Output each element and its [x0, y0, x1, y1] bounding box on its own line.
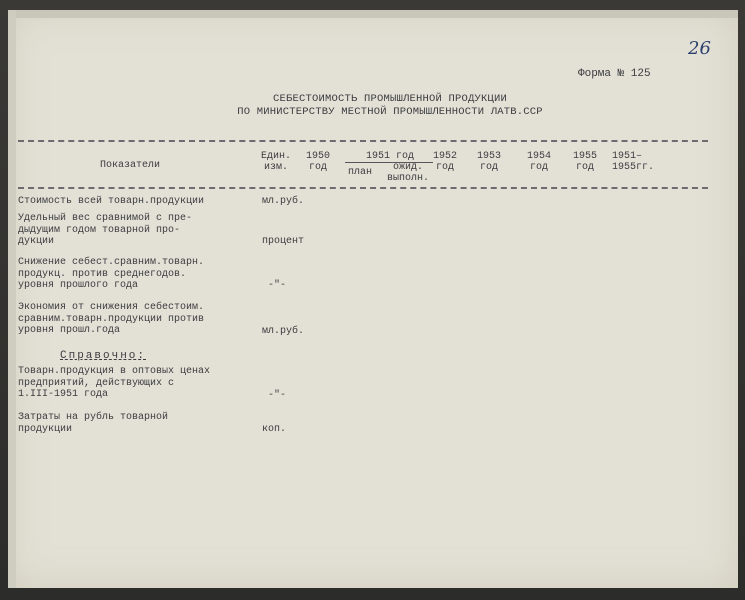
title-line-1: СЕБЕСТОИМОСТЬ ПРОМЫШЛЕННОЙ ПРОДУКЦИИ: [272, 93, 508, 105]
document-title: [200, 93, 580, 119]
form-number: Форма № 125: [578, 68, 651, 80]
header-1951: 1951 год: [365, 151, 414, 162]
header-total: 1951– 1955гг.: [612, 151, 655, 173]
header-bottom-rule: [18, 187, 708, 189]
page-number: 26: [688, 38, 711, 59]
row-unit-comparable-share: процент: [262, 236, 305, 247]
header-1950: 1950 год: [305, 151, 330, 173]
title-line-2: ПО МИНИСТЕРСТВУ МЕСТНОЙ ПРОМЫШЛЕННОСТИ ЛАТВ.ССР: [237, 106, 543, 118]
header-1955: 1955 год: [572, 151, 597, 173]
header-unit: Един. изм.: [260, 151, 291, 173]
row-label-cost-per-ruble: Затраты на рубль товарной продукции: [18, 412, 169, 435]
header-indicator: Показатели: [99, 160, 160, 171]
row-unit-cost-reduction: -"-: [268, 280, 287, 291]
header-top-rule: [18, 140, 708, 142]
header-1951-plan: план: [347, 167, 372, 178]
row-label-wholesale-output: Товарн.продукция в оптовых ценах предприятий, действующих с 1.III-1951 года: [18, 366, 211, 400]
row-label-total-output: Стоимость всей товарн.продукции: [18, 196, 205, 207]
row-label-savings: Экономия от снижения себестоим. сравним.товарн.продукции против уровня прошл.года: [18, 302, 205, 336]
row-unit-cost-per-ruble: коп.: [262, 424, 287, 435]
row-label-cost-reduction: Снижение себест.сравним.товарн. продукц. против среднегодов. уровня прошлого года: [18, 257, 205, 291]
section-label-reference: Справочно:: [60, 350, 147, 362]
header-1952: 1952 год: [432, 151, 457, 173]
row-unit-savings: мл.руб.: [262, 326, 305, 337]
row-unit-total-output: мл.руб.: [262, 196, 305, 207]
header-1954: 1954 год: [526, 151, 551, 173]
row-label-comparable-share: Удельный вес сравнимой с пре- дыдущим годом товарной про- дукции: [18, 213, 193, 247]
header-1953: 1953 год: [476, 151, 501, 173]
header-1951-expected: ожид. выполн.: [386, 162, 429, 184]
row-unit-wholesale-output: -"-: [268, 390, 287, 401]
